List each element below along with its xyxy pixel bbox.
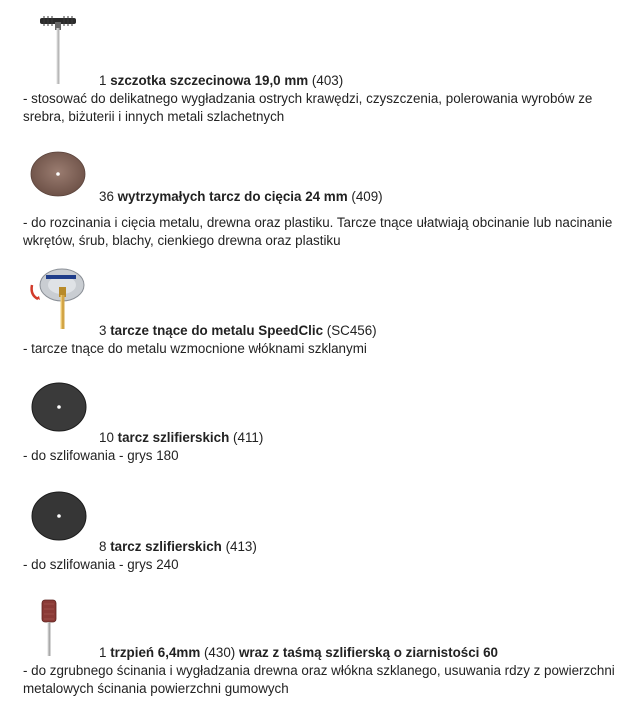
grinding-disc-icon	[30, 490, 88, 542]
product-title: 3 tarcze tnące do metalu SpeedClic (SC456)	[99, 323, 377, 338]
speedclic-disc-icon	[26, 265, 86, 335]
product-title: 8 tarcz szlifierskich (413)	[99, 539, 257, 554]
product-description: - stosować do delikatnego wygładzania ostrych krawędzi, czyszczenia, polerowania wyrobów ze srebra, biżuterii i innych metali szlachetnych	[23, 91, 593, 124]
product-item	[0, 265, 638, 375]
product-title: 10 tarcz szlifierskich (411)	[99, 430, 264, 445]
product-item	[0, 14, 638, 124]
bristle-brush-icon	[36, 14, 80, 86]
product-item	[0, 490, 638, 600]
product-title: 1 szczotka szczecinowa 19,0 mm (403)	[99, 73, 344, 88]
sanding-band-mandrel-icon	[38, 598, 60, 658]
product-description: - do szlifowania - grys 180	[23, 448, 179, 463]
product-title: 1 trzpień 6,4mm (430) wraz z taśmą szlifierską o ziarnistości 60	[99, 645, 498, 660]
product-item	[0, 381, 638, 491]
product-title: 36 wytrzymałych tarcz do cięcia 24 mm (409)	[99, 189, 383, 204]
product-description: - do szlifowania - grys 240	[23, 557, 179, 572]
product-description: - do rozcinania i cięcia metalu, drewna oraz plastiku. Tarcze tnące ułatwiają obcinanie lub nacinanie wkrętów, śrub, blachy, cienkiego drewna oraz plastiku	[23, 215, 613, 248]
product-item	[0, 150, 638, 260]
product-description: - tarcze tnące do metalu wzmocnione włóknami szklanymi	[23, 341, 367, 356]
product-description: - do zgrubnego ścinania i wygładzania drewna oraz włókna szklanego, usuwania rdzy z powierzchni metalowych ścinania powierzchni gumowych	[23, 663, 615, 696]
grinding-disc-icon	[30, 381, 88, 433]
cutting-disc-icon	[30, 150, 86, 198]
product-item	[0, 598, 638, 708]
